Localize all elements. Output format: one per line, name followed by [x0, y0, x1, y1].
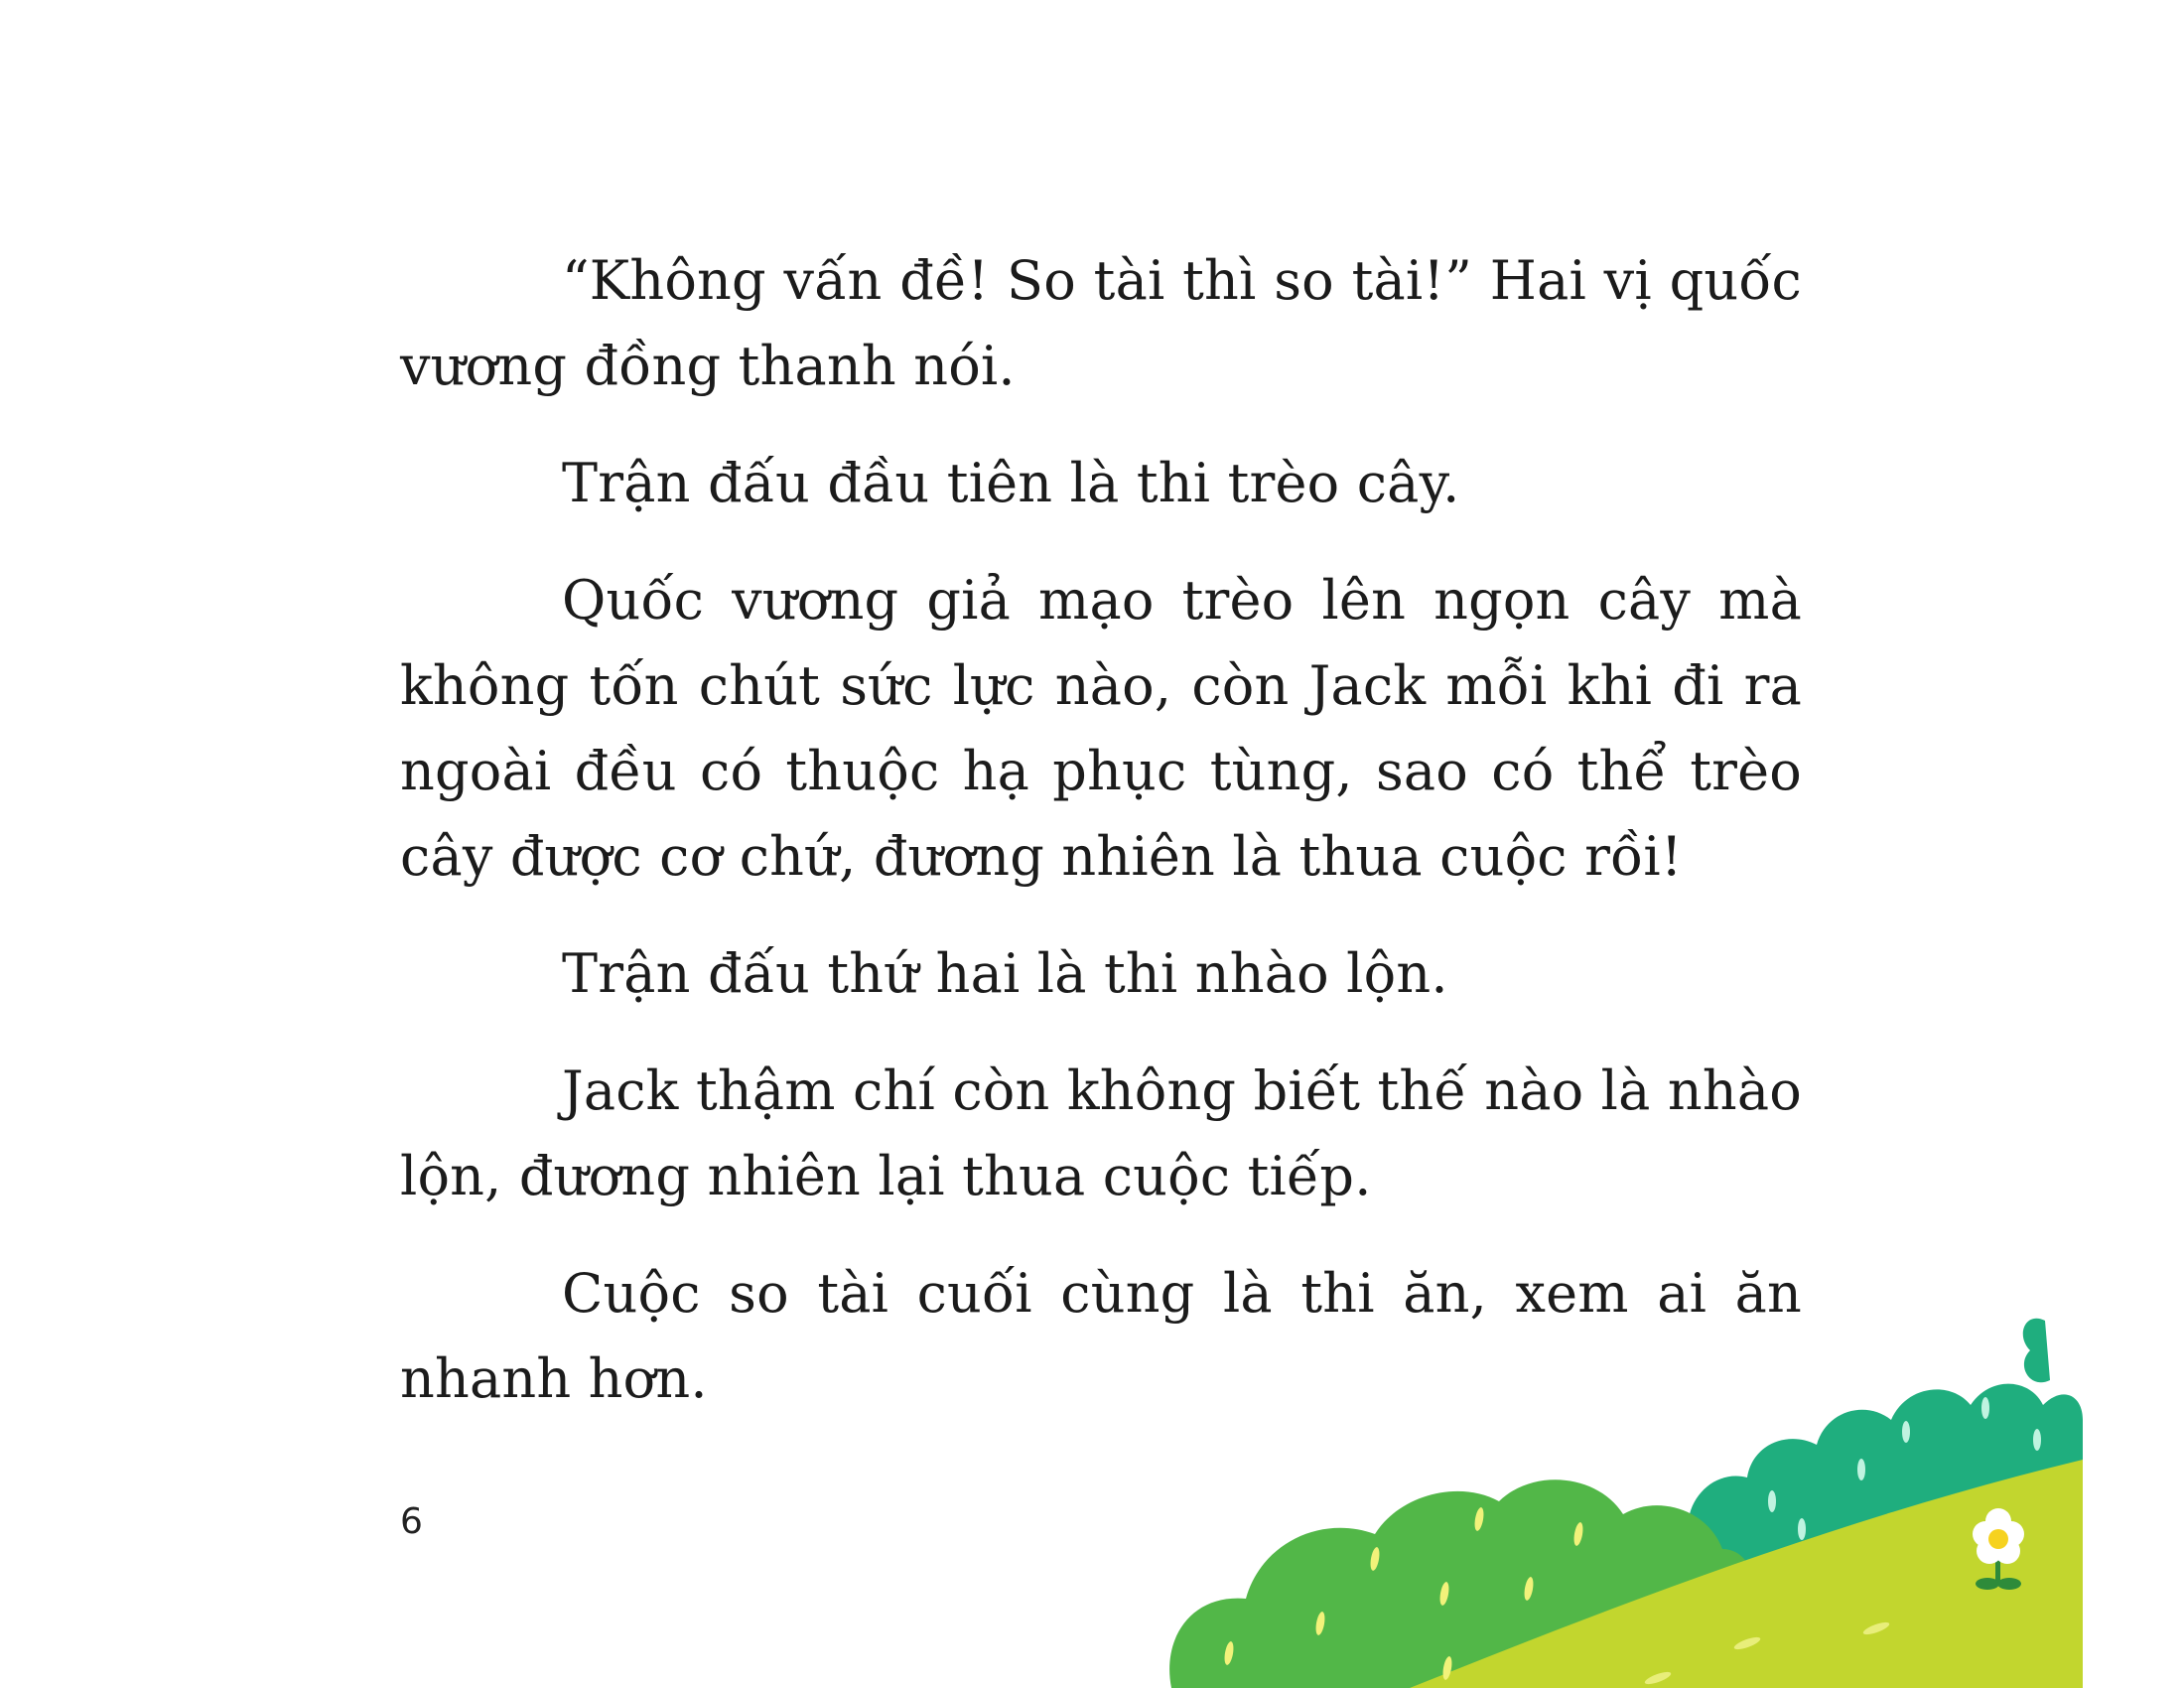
teal-bush-edge	[2023, 1319, 2050, 1383]
page-number: 6	[400, 1501, 423, 1542]
paragraph-3: Quốc vương giả mạo trèo lên ngọn cây mà không tốn chút sức lực nào, còn Jack mỗi khi đi ra ngoài đều có thuộc hạ phục tùng, sao có thể trèo cây được cơ chứ, đương nhiên là thua cuộc rồi!	[400, 569, 1802, 888]
paragraph-4: Trận đấu thứ hai là thi nhào lộn.	[562, 942, 1448, 1005]
paragraph-5: Jack thậm chí còn không biết thế nào là nhào lộn, đương nhiên lại thua cuộc tiếp.	[400, 1059, 1802, 1207]
paragraph-1: “Không vấn đề! So tài thì so tài!” Hai vị quốc vương đồng thanh nói.	[400, 249, 1802, 397]
paragraph-6: Cuộc so tài cuối cùng là thi ăn, xem ai ăn nhanh hơn.	[400, 1262, 1802, 1410]
paragraph-2: Trận đấu đầu tiên là thi trèo cây.	[562, 452, 1460, 514]
